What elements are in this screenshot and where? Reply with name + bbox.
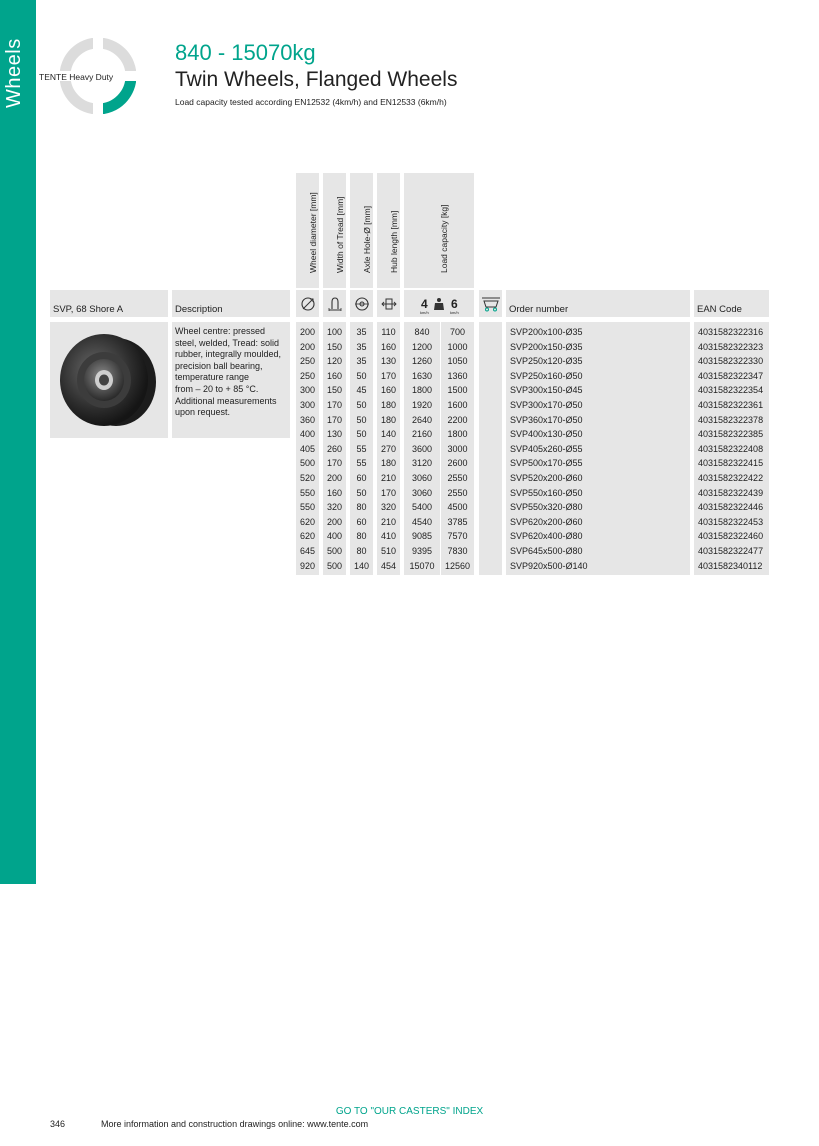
table-cell-w: 170: [326, 400, 343, 410]
load-weight-icon: [433, 297, 445, 311]
table-cell-d: 550: [299, 502, 316, 513]
table-cell-ean: 4031582322361: [698, 400, 764, 410]
header-axle-hole: Axle Hole-Ø [mm]: [350, 173, 373, 288]
table-cell-d: 920: [299, 560, 316, 571]
casters-index-link[interactable]: GO TO "OUR CASTERS" INDEX: [335, 1106, 484, 1117]
load-speed-header: [404, 290, 474, 317]
page-number: 346: [50, 1119, 66, 1129]
table-cell-a: 50: [356, 429, 367, 440]
table-cell-a: 50: [356, 370, 367, 381]
table-cell-h: 180: [380, 400, 397, 410]
table-cell-d: 250: [299, 356, 316, 367]
table-cell-l4: 1800: [411, 385, 433, 396]
table-cell-l4: 1200: [411, 341, 433, 352]
table-cell-a: 55: [356, 458, 367, 469]
table-cell-h: 410: [380, 531, 397, 542]
table-cell-a: 50: [356, 400, 367, 410]
header-hub-length: Hub length [mm]: [377, 173, 400, 288]
table-cell-order: SVP200x100-Ø35: [510, 327, 583, 337]
table-cell-h: 180: [380, 414, 397, 425]
speed-4-unit: km/h: [420, 310, 429, 315]
page-title: 840 - 15070kg: [175, 40, 316, 65]
table-cell-h: 170: [380, 487, 397, 498]
table-cell-order: SVP360x170-Ø50: [510, 414, 583, 425]
table-cell-ean: 4031582322446: [698, 502, 764, 513]
col-cart: [479, 322, 502, 575]
cart-icon: [479, 290, 502, 317]
table-cell-a: 35: [356, 356, 367, 367]
col-load-6kmh: [441, 322, 474, 575]
sidebar-band: [0, 0, 36, 884]
table-cell-w: 170: [326, 458, 343, 469]
table-cell-a: 80: [356, 502, 367, 513]
table-cell-a: 50: [356, 414, 367, 425]
table-cell-h: 320: [380, 502, 397, 513]
page-subtitle: Twin Wheels, Flanged Wheels: [175, 68, 458, 91]
table-cell-ean: 4031582322347: [698, 370, 764, 381]
table-cell-h: 270: [380, 443, 397, 454]
table-cell-ean: 4031582322323: [698, 341, 764, 352]
table-cell-ean: 4031582322477: [698, 546, 764, 556]
table-cell-order: SVP250x160-Ø50: [510, 370, 583, 381]
table-cell-d: 645: [299, 546, 316, 556]
table-cell-l6: 3000: [447, 443, 468, 454]
table-cell-order: SVP400x130-Ø50: [510, 429, 583, 440]
table-cell-d: 500: [299, 458, 316, 469]
table-cell-ean: 4031582322415: [698, 458, 764, 469]
axle-hole-icon: [350, 290, 373, 317]
table-cell-w: 400: [326, 531, 343, 542]
table-cell-l4: 1630: [411, 370, 433, 381]
table-cell-order: SVP300x170-Ø50: [510, 400, 583, 410]
speed-6-label: 6: [451, 297, 458, 311]
test-note: Load capacity tested according EN12532 (4km/h) and EN12533 (6km/h): [175, 97, 447, 107]
table-cell-order: SVP405x260-Ø55: [510, 443, 583, 454]
table-cell-a: 55: [356, 443, 367, 454]
logo-text: TENTE Heavy Duty: [39, 72, 114, 82]
table-cell-w: 320: [326, 502, 343, 513]
table-cell-h: 160: [380, 341, 397, 352]
table-cell-h: 140: [380, 429, 397, 440]
table-cell-ean: 4031582322460: [698, 531, 764, 542]
table-cell-d: 300: [299, 385, 316, 396]
table-cell-w: 160: [326, 370, 343, 381]
table-cell-l4: 15070: [409, 560, 435, 571]
table-cell-h: 454: [380, 560, 397, 571]
speed-4-label: 4: [421, 297, 428, 311]
table-cell-order: SVP300x150-Ø45: [510, 385, 583, 396]
table-cell-h: 160: [380, 385, 397, 396]
table-cell-l6: 1360: [447, 370, 468, 381]
table-cell-d: 250: [299, 370, 316, 381]
table-cell-a: 35: [356, 327, 367, 337]
table-cell-l4: 2640: [411, 414, 433, 425]
col-diameter: [296, 322, 319, 575]
table-cell-d: 200: [299, 341, 316, 352]
product-image: [50, 322, 168, 438]
table-cell-ean: 4031582322453: [698, 516, 764, 527]
table-cell-ean: 4031582322408: [698, 443, 764, 454]
col-ean-code: [694, 322, 769, 575]
table-cell-d: 405: [299, 443, 316, 454]
table-cell-order: SVP620x400-Ø80: [510, 531, 583, 542]
table-cell-ean: 4031582322378: [698, 414, 764, 425]
table-cell-d: 300: [299, 400, 316, 410]
table-cell-w: 170: [326, 414, 343, 425]
col-hub-length: [377, 322, 400, 575]
table-cell-l4: 1920: [411, 400, 433, 410]
table-cell-h: 510: [380, 546, 397, 556]
tread-width-icon: [323, 290, 346, 317]
table-cell-w: 150: [326, 341, 343, 352]
section-label: Wheels: [3, 38, 25, 108]
table-cell-l6: 2550: [447, 473, 468, 483]
table-cell-h: 110: [381, 327, 396, 337]
table-cell-l4: 3120: [411, 458, 433, 469]
hub-length-icon: [377, 290, 400, 317]
table-cell-a: 35: [356, 341, 367, 352]
table-cell-d: 520: [299, 473, 316, 483]
table-cell-l4: 3060: [411, 473, 433, 483]
ean-code-header: EAN Code: [694, 290, 769, 317]
table-cell-h: 130: [380, 356, 397, 367]
table-cell-l6: 1600: [447, 400, 468, 410]
table-cell-a: 45: [356, 385, 367, 396]
table-cell-h: 170: [380, 370, 397, 381]
table-cell-w: 130: [326, 429, 343, 440]
table-cell-h: 210: [380, 473, 397, 483]
table-cell-l6: 1800: [447, 429, 468, 440]
table-cell-l6: 700: [449, 327, 466, 337]
table-cell-w: 160: [326, 487, 343, 498]
table-cell-l4: 3060: [411, 487, 433, 498]
table-cell-ean: 4031582322330: [698, 356, 764, 367]
table-cell-d: 620: [299, 516, 316, 527]
table-cell-l4: 9395: [411, 546, 433, 556]
table-cell-d: 400: [299, 429, 316, 440]
description-header: Description: [172, 290, 290, 317]
table-cell-l6: 7830: [447, 546, 468, 556]
table-cell-a: 80: [356, 546, 367, 556]
header-tread-width: Width of Tread [mm]: [323, 173, 346, 288]
table-cell-w: 150: [326, 385, 343, 396]
table-cell-order: SVP550x160-Ø50: [510, 487, 583, 498]
table-cell-ean: 4031582340112: [698, 560, 763, 571]
table-cell-d: 360: [299, 414, 316, 425]
table-cell-l4: 840: [414, 327, 430, 337]
table-cell-h: 180: [380, 458, 397, 469]
footer-info: More information and construction drawings online: www.tente.com: [101, 1119, 369, 1129]
table-cell-a: 80: [356, 531, 367, 542]
product-header: SVP, 68 Shore A: [50, 290, 168, 317]
twin-wheel-picture: [50, 322, 168, 438]
table-cell-order: SVP500x170-Ø55: [510, 458, 583, 469]
table-cell-l4: 3600: [411, 443, 433, 454]
table-cell-l6: 1000: [447, 341, 468, 352]
table-cell-ean: 4031582322316: [698, 327, 764, 337]
table-cell-l6: 7570: [447, 531, 468, 542]
table-cell-order: SVP920x500-Ø140: [510, 560, 588, 571]
table-cell-l6: 1050: [447, 356, 468, 367]
header-load-capacity: Load capacity [kg]: [404, 173, 474, 288]
table-cell-order: SVP645x500-Ø80: [510, 546, 583, 556]
table-cell-order: SVP250x120-Ø35: [510, 356, 583, 367]
table-cell-order: SVP520x200-Ø60: [510, 473, 583, 483]
col-tread-width: [323, 322, 346, 575]
description-text: Wheel centre: pressed steel, welded, Tread: solid rubber, integrally moulded, precision ball bearing, temperature range from – 20 to + 85 °C. Additional measurements upon request.: [175, 326, 282, 418]
table-cell-l6: 2200: [447, 414, 468, 425]
table-cell-l6: 3785: [447, 516, 468, 527]
table-cell-l4: 1260: [411, 356, 433, 367]
table-cell-a: 50: [356, 487, 367, 498]
table-cell-l4: 9085: [411, 531, 433, 542]
table-cell-order: SVP200x150-Ø35: [510, 341, 583, 352]
table-cell-ean: 4031582322439: [698, 487, 764, 498]
table-cell-l6: 12560: [444, 560, 471, 571]
table-cell-d: 200: [299, 327, 316, 337]
table-cell-a: 60: [356, 516, 367, 527]
table-cell-l4: 4540: [411, 516, 433, 527]
table-cell-order: SVP620x200-Ø60: [510, 516, 583, 527]
table-cell-l6: 4500: [447, 502, 468, 513]
table-cell-a: 140: [353, 560, 370, 571]
order-number-header: Order number: [506, 290, 690, 317]
table-cell-d: 550: [299, 487, 316, 498]
wheel-diameter-icon: [296, 290, 319, 317]
col-axle-hole: [350, 322, 373, 575]
table-cell-w: 260: [326, 443, 343, 454]
table-cell-l4: 2160: [411, 429, 433, 440]
table-cell-ean: 4031582322422: [698, 473, 764, 483]
speed-6-unit: km/h: [450, 310, 459, 315]
description-cell: [172, 322, 290, 438]
table-cell-a: 60: [356, 473, 367, 483]
table-cell-ean: 4031582322354: [698, 385, 764, 396]
col-order-number: [506, 322, 690, 575]
table-cell-order: SVP550x320-Ø80: [510, 502, 583, 513]
table-cell-w: 120: [326, 356, 343, 367]
table-cell-w: 200: [326, 516, 343, 527]
table-cell-h: 210: [380, 516, 397, 527]
table-cell-w: 200: [326, 473, 343, 483]
table-cell-w: 100: [326, 327, 343, 337]
table-cell-ean: 4031582322385: [698, 429, 764, 440]
table-cell-w: 500: [326, 560, 343, 571]
table-cell-w: 500: [326, 546, 343, 556]
table-cell-l4: 5400: [411, 502, 433, 513]
table-cell-d: 620: [299, 531, 316, 542]
table-cell-l6: 2600: [447, 458, 468, 469]
col-load-4kmh: [404, 322, 440, 575]
table-cell-l6: 1500: [447, 385, 468, 396]
header-wheel-diameter: Wheel diameter [mm]: [296, 173, 319, 288]
table-cell-l6: 2550: [447, 487, 468, 498]
